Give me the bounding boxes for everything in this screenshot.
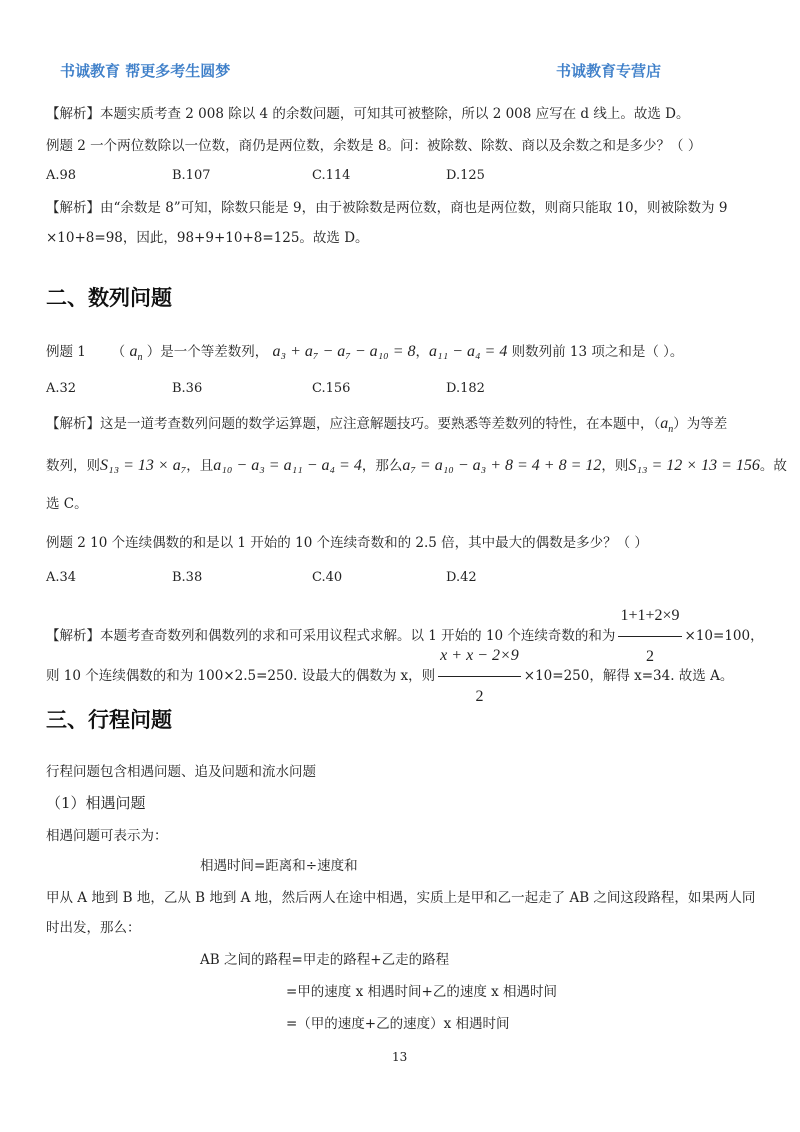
header-right-store: 书诚教育专营店 xyxy=(556,62,662,80)
analysis-3-line3: 选 C。 xyxy=(46,496,88,512)
analysis-3-line2: 数列，则S₁₃ = 13 × a₇，且a₁₀ − a₃ = a₁₁ − a₄ = 4，那么a₇ = a₁₀ − a₃ + 8 = 4 + 8 = 12，则S₁₃ = 12 × 13 = 156。故 xyxy=(46,457,787,474)
distance-formula-3: =（甲的速度+乙的速度）x 相遇时间 xyxy=(286,1016,510,1032)
analysis-3-line1: 【解析】这是一道考查数列问题的数学运算题，应注意解题技巧。要熟悉等差数列的特性，在本题中，$(a_n)$为等差 xyxy=(46,415,728,436)
fraction-odd-sum: $\frac{1+1+2\times 9}{2}$ xyxy=(618,596,681,677)
meeting-desc-line1: 甲从 A 地到 B 地，乙从 B 地到 A 地，然后两人在途中相遇，实质上是甲和乙一起走了 AB 之间这段路程，如果两人同 xyxy=(46,890,756,906)
equation-a7: a₇ = a₁₀ − a₃ + 8 = 4 + 8 = 12 xyxy=(402,457,602,474)
equation-result: S₁₃ = 12 × 13 = 156 xyxy=(628,457,760,474)
example-2b-question: 例题 2 10 个连续偶数的和是以 1 开始的 10 个连续奇数和的 2.5 倍，其中最大的偶数是多少？（ ） xyxy=(46,535,648,551)
example-1-mid: ）是一个等差数列， xyxy=(146,344,269,360)
option-d: D.182 xyxy=(446,381,485,396)
meeting-desc-line2: 时出发，那么： xyxy=(46,920,141,936)
equation-diff: a₁₀ − a₃ = a₁₁ − a₄ = 4 xyxy=(213,457,362,474)
option-b: B.107 xyxy=(172,168,211,183)
distance-formula-2: =甲的速度 x 相遇时间+乙的速度 x 相遇时间 xyxy=(286,984,558,1000)
option-b: B.36 xyxy=(172,381,203,396)
equation-2: a₁₁ − a₄ = 4 xyxy=(429,343,508,360)
analysis-1: 【解析】本题实质考查 2 008 除以 4 的余数问题，可知其可被整除，所以 2 008 应写在 d 线上。故选 D。 xyxy=(46,106,690,122)
header-left-slogan: 书诚教育 帮更多考生圆梦 xyxy=(60,62,231,80)
example-1-question: 例题 1 （ $a_n$ ）是一个等差数列， a₃ + a₇ − a₇ − a₁₀ = 8，a₁₁ − a₄ = 4 则数列前 13 项之和是（ ）。 xyxy=(46,343,684,364)
travel-intro: 行程问题包含相遇问题、追及问题和流水问题 xyxy=(46,764,316,780)
section-title-sequence: 二、数列问题 xyxy=(46,286,172,310)
option-a: A.98 xyxy=(46,168,77,183)
option-a: A.32 xyxy=(46,381,77,396)
sequence-an: $a_n$ xyxy=(129,343,143,364)
fraction-even-sum: $\frac{x + x - 2\times 9}{2}$ xyxy=(438,636,521,717)
option-d: D.125 xyxy=(446,168,485,183)
option-d: D.42 xyxy=(446,570,477,585)
analysis-2-line2: ×10+8=98，因此，98+9+10+8=125。故选 D。 xyxy=(46,230,369,246)
analysis-4-line1: 【解析】本题考查奇数列和偶数列的求和可采用议程式求解。以 1 开始的 10 个连续奇数的和为 $\frac{1+1+2\times 9}{2}$ ×10=100， xyxy=(46,596,764,677)
example-1-tail: 则数列前 13 项之和是（ ）。 xyxy=(511,344,684,360)
section-title-travel: 三、行程问题 xyxy=(46,708,172,732)
equation-1: a₃ + a₇ − a₇ − a₁₀ = 8 xyxy=(272,343,416,360)
distance-formula-1: AB 之间的路程=甲走的路程+乙走的路程 xyxy=(200,952,450,968)
sequence-an: $a_n$ xyxy=(660,415,674,436)
option-b: B.38 xyxy=(172,570,203,585)
option-c: C.156 xyxy=(312,381,351,396)
example-label: 例题 1 xyxy=(46,344,86,360)
equation-s13: S₁₃ = 13 × a₇ xyxy=(100,457,187,474)
option-a: A.34 xyxy=(46,570,77,585)
example-2-question: 例题 2 一个两位数除以一位数，商仍是两位数，余数是 8。问：被除数、除数、商以及余数之和是多少？（ ） xyxy=(46,138,702,154)
meeting-formula: 相遇时间=距离和÷速度和 xyxy=(200,858,358,874)
meeting-intro: 相遇问题可表示为： xyxy=(46,828,168,844)
subsection-meeting: （1）相遇问题 xyxy=(46,794,146,812)
page-number: 13 xyxy=(392,1050,408,1064)
option-c: C.114 xyxy=(312,168,351,183)
analysis-4-line2: 则 10 个连续偶数的和为 100×2.5=250. 设最大的偶数为 x，则 $\frac{x + x - 2\times 9}{2}$ ×10=250，解得 x=34. 故选 A。 xyxy=(46,636,733,717)
option-c: C.40 xyxy=(312,570,343,585)
analysis-2-line1: 【解析】由“余数是 8”可知，除数只能是 9，由于被除数是两位数，商也是两位数，则商只能取 10，则被除数为 9 xyxy=(46,200,728,216)
